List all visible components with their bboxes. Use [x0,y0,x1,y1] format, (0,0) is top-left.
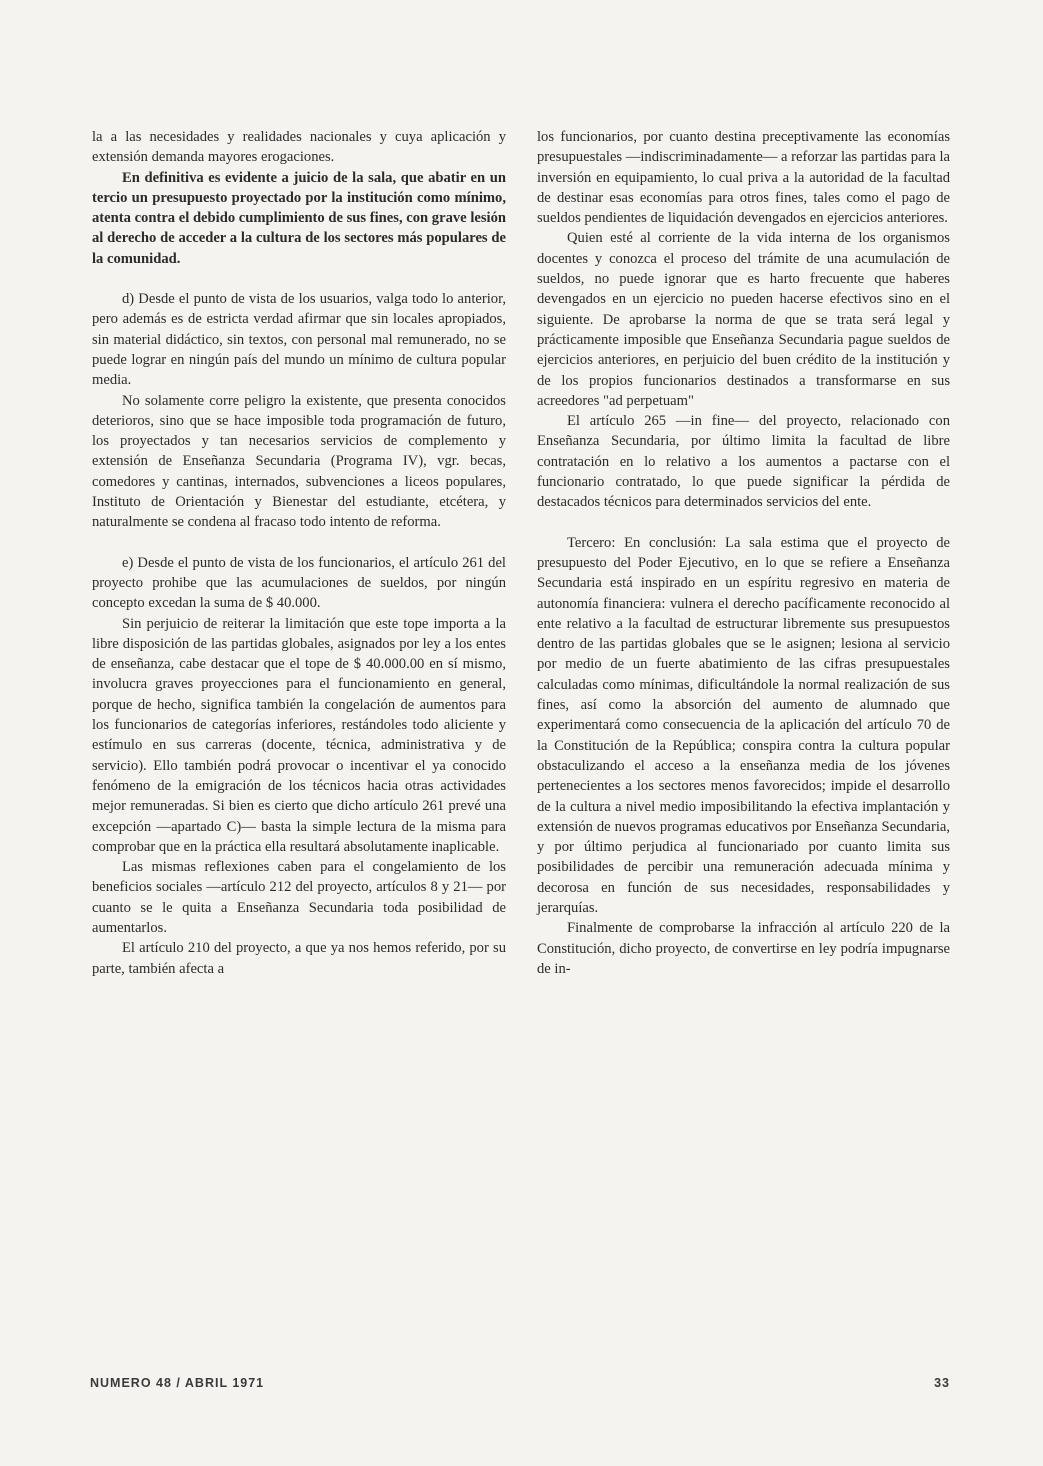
paragraph-gap [92,269,506,289]
paragraph: Sin perjuicio de reiterar la limitación que este tope importa a la libre disposición de las partidas globales, asignados por ley a los entes de enseñanza, cabe destacar que el tope de $ 40.000.00 en sí mismo, involucra graves proyecciones para el funcionamiento en general, porque de hecho, significa también la congelación de aumentos para los funcionarios de categorías inferiores, restándoles todo aliciente y estímulo en sus carreras (docente, técnica, administrativa y de servicio). Ello también podrá provocar o incentivar el ya conocido fenómeno de la emigración de los técnicos hacia otras actividades mejor remuneradas. Si bien es cierto que dicho artículo 261 prevé una excepción —apartado C)— basta la simple lectura de la misma para comprobar que en la práctica ella resultará absolutamente inaplicable. [92,615,506,855]
paragraph: Finalmente de comprobarse la infracción al artículo 220 de la Constitución, dicho proyecto, de convertirse en ley podría impugnarse de in- [537,920,950,977]
paragraph: la a las necesidades y realidades nacionales y cuya aplicación y extensión demanda mayores erogaciones. [92,129,506,166]
publication-issue: NUMERO 48 / ABRIL 1971 [90,1376,265,1390]
paragraph: No solamente corre peligro la existente, que presenta conocidos deterioros, sino que se hace imposible toda programación de futuro, los proyectados y tan necesarios servicios de complemento y extensión de Enseñanza Secundaria (Programa IV), vgr. becas, comedores y cantinas, internados, subvenciones a liceos populares, Instituto de Orientación y Bienestar del estudiante, etcétera, y naturalmente se condena al fracaso todo intento de reforma. [92,392,506,531]
page-number: 33 [934,1376,950,1390]
paragraph: Quien esté al corriente de la vida interna de los organismos docentes y conozca el proceso del trámite de una acumulación de sueldos, no puede ignorar que es harto frecuente que haberes devengados en un ejercicio no pueden hacerse efectivos sino en el siguiente. De aprobarse la norma de que se trata será legal y prácticamente imposible que Enseñanza Secundaria pague sueldos de ejercicios anteriores, en perjuicio del buen crédito de la institución y de los propios funcionarios destinados a transformarse en sus acreedores "ad perpetuam" [537,230,950,409]
paragraph: Las mismas reflexiones caben para el congelamiento de los beneficios sociales —artículo 212 del proyecto, artículos 8 y 21— por cuanto se le quita a Enseñanza Secundaria toda posibilidad de aumentarlos. [92,859,506,936]
paragraph: En definitiva es evidente a juicio de la sala, que abatir en un tercio un presupuesto proyectado por la institución como mínimo, atenta contra el debido cumplimiento de sus fines, con grave lesión al derecho de acceder a la cultura de los sectores más populares de la comunidad. [92,169,506,267]
paragraph-gap [92,533,506,553]
paragraph-gap [537,513,950,533]
paragraph: El artículo 210 del proyecto, a que ya nos hemos referido, por su parte, también afecta a [92,940,506,977]
paragraph: Tercero: En conclusión: La sala estima que el proyecto de presupuesto del Poder Ejecutivo, en lo que se refiere a Enseñanza Secundaria está inspirado en un espíritu regresivo en materia de autonomía financiera: vulnera el derecho pacíficamente reconocido al ente relativo a la facultad de estructurar libremente sus presupuestos dentro de las partidas globales que se le asignen; lesiona al servicio por medio de un fuerte abatimiento de las cifras presupuestales calculadas como mínimas, dificultándole la normal realización de sus fines, así como la absorción del aumento de alumnado que experimentará como consecuencia de la aplicación del artículo 70 de la Constitución de la República; conspira contra la cultura popular obstaculizando el acceso a la enseñanza media de los jóvenes pertenecientes a los sectores menos favorecidos; impide el desarrollo de la cultura a nivel medio imposibilitando la efectiva implantación y extensión de nuevos programas educativos por Enseñanza Secundaria, y por último perjudica al funcionariado por cuanto limita sus posibilidades de percibir una remuneración adecuada mínima y decorosa en función de sus necesidades, responsabilidades y jerarquías. [537,534,950,916]
paragraph: El artículo 265 —in fine— del proyecto, relacionado con Enseñanza Secundaria, por último limita la facultad de libre contratación en lo relativo a los aumentos a pactarse con el funcionario contratado, lo que puede significar la pérdida de destacados técnicos para determinados servicios del ente. [537,413,950,511]
paragraph: e) Desde el punto de vista de los funcionarios, el artículo 261 del proyecto prohibe que las acumulaciones de sueldos, por ningún concepto excedan la suma de $ 40.000. [92,554,506,612]
paragraph: d) Desde el punto de vista de los usuarios, valga todo lo anterior, pero además es de estricta verdad afirmar que sin locales apropiados, sin material didáctico, sin textos, con personal mal remunerado, no se puede lograr en ningún país del mundo un mínimo de cultura popular media. [92,291,506,389]
left-column [92,127,506,979]
right-column [537,127,950,979]
paragraph: los funcionarios, por cuanto destina preceptivamente las economías presupuestales —indiscriminadamente— a reforzar las partidas para la inversión en equipamiento, lo cual priva a la autoridad de la facultad de destinar esas economías para otros fines, tales como el pago de sueldos pendientes de liquidación devengados en ejercicios anteriores. [537,129,950,227]
